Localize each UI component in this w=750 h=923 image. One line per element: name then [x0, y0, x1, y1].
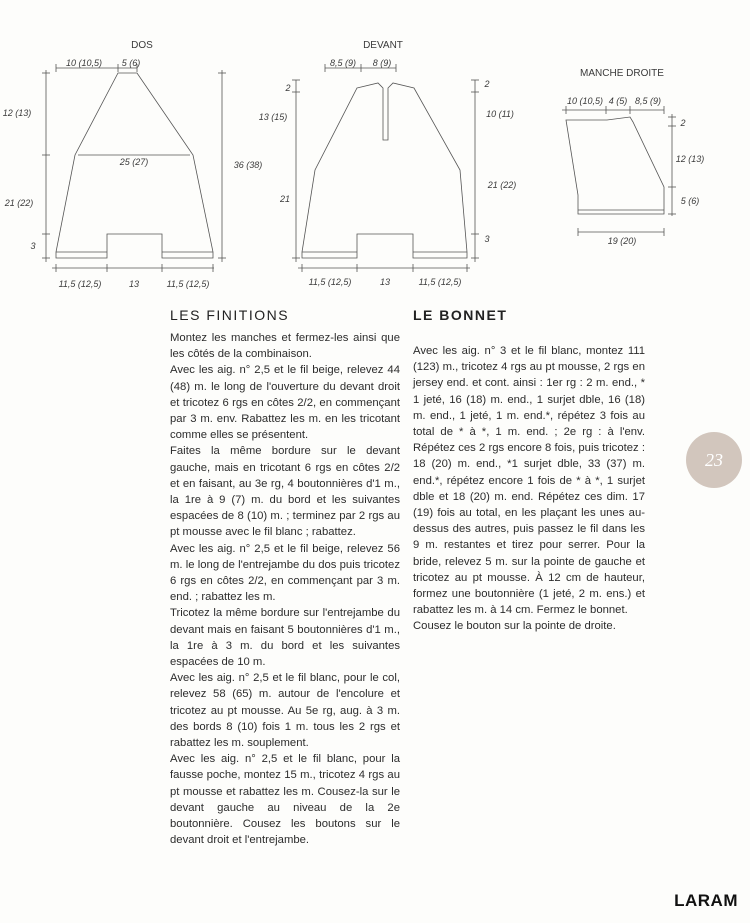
svg-text:4 (5): 4 (5): [608, 96, 628, 106]
page-number: 23: [705, 449, 723, 470]
svg-text:36 (38): 36 (38): [233, 160, 263, 170]
svg-text:21: 21: [279, 194, 291, 204]
finitions-paragraph: Montez les manches et fermez-les ainsi que les côtés de la combinaison.: [170, 332, 400, 361]
svg-text:3: 3: [30, 241, 36, 251]
finitions-paragraph: Faites la même bordure sur le devant gauche, mais en tricotant 6 rgs en côtes 2/2 et en faisant, au 3e rg, 4 boutonnières d'1 m., la 1re à 9 (7) m. du bord et les suivantes espacées de 8 (10) m. ; terminez par 2 rgs au pt mousse avec le fil blanc ; rabattez.: [170, 445, 400, 539]
svg-text:2: 2: [484, 79, 490, 89]
finitions-paragraph: Avec les aig. n° 2,5 et le fil blanc, pour le col, relevez 58 (65) m. autour de l'encolure et tricotez au pt mousse. Au 5e rg, aug. à 3 m. des bords 8 (10) fois 1 m. tous les 2 rgs et rabattez les m. souplement.: [170, 672, 400, 750]
svg-text:12 (13): 12 (13): [675, 154, 705, 164]
bonnet-heading: LE BONNET: [413, 307, 508, 323]
devant-title: DEVANT: [363, 40, 403, 51]
svg-text:13: 13: [128, 279, 140, 289]
svg-text:10 (11): 10 (11): [486, 109, 514, 119]
svg-text:5 (6): 5 (6): [680, 196, 700, 206]
brand-logo: LARAM: [674, 891, 738, 910]
pattern-schematics: [0, 0, 750, 300]
svg-text:13: 13: [379, 277, 391, 287]
svg-text:5 (6): 5 (6): [121, 58, 141, 68]
finitions-paragraph: Avec les aig. n° 2,5 et le fil blanc, pour la fausse poche, montez 15 m., tricotez 4 rgs au pt mousse et rabattez les m. Cousez-la sur le devant gauche au niveau de la 2e boutonnière. Cousez les boutons sur le devant droit et l'entrejambe.: [170, 753, 400, 847]
svg-text:13 (15): 13 (15): [258, 112, 288, 122]
svg-text:19 (20): 19 (20): [607, 236, 637, 246]
svg-text:2: 2: [285, 83, 291, 93]
svg-text:2: 2: [680, 118, 686, 128]
svg-text:25 (27): 25 (27): [119, 157, 149, 167]
svg-text:8,5 (9): 8,5 (9): [329, 58, 357, 68]
bonnet-paragraph: Avec les aig. n° 3 et le fil blanc, montez 111 (123) m., tricotez 4 rgs au pt mousse, 2 rgs en jersey end. et cont. ainsi : 1er rg : 2 m. end., * 1 jeté, 16 (18) m. end., 1 surjet dble, 16 (18) m. end., 1 jeté, 1 m. end.*, répétez 3 fois au total de * à *, 1 m. end. ; 2e rg : à l'env. Répétez ces 2 rgs encore 8 fois, puis tricotez : 18 (20) m. end., *1 surjet dble, 33 (37) m. end.*, répétez encore 1 fois de * à *, 1 surjet dble et 18 (20) m. end. Répétez ces dim. 17 (19) fois au total, en les plaçant les unes au-dessus des autres, puis passez le fil dans les 9 m. restantes et tirez pour serrer. Pour la bride, relevez 5 m. sur la pointe de gauche et tricotez au pt mousse. À 12 cm de hauteur, formez une boutonnière (1 jeté, 2 m. ens.) et rabattez les m. à 14 cm. Fermez le bonnet.: [413, 345, 645, 617]
svg-text:12 (13): 12 (13): [2, 108, 32, 118]
svg-text:3: 3: [484, 234, 490, 244]
manche-title: MANCHE DROITE: [580, 68, 664, 79]
manche-outline: [566, 117, 664, 214]
svg-text:21 (22): 21 (22): [487, 180, 517, 190]
page-number-badge: [686, 432, 742, 488]
bonnet-text: [413, 343, 645, 635]
svg-text:11,5 (12,5): 11,5 (12,5): [58, 279, 102, 289]
svg-text:11,5 (12,5): 11,5 (12,5): [166, 279, 210, 289]
svg-text:11,5 (12,5): 11,5 (12,5): [308, 277, 352, 287]
svg-text:11,5 (12,5): 11,5 (12,5): [418, 277, 462, 287]
dos-title: DOS: [131, 40, 153, 51]
finitions-text: [170, 330, 400, 849]
bonnet-paragraph: Cousez le bouton sur la pointe de droite.: [413, 620, 616, 633]
finitions-heading: LES FINITIONS: [170, 307, 290, 323]
svg-text:10 (10,5): 10 (10,5): [566, 96, 604, 106]
devant-outline: [302, 83, 467, 258]
svg-text:21 (22): 21 (22): [4, 198, 34, 208]
finitions-paragraph: Tricotez la même bordure sur l'entrejambe du devant mais en faisant 5 boutonnières d'1 m., la 1re à 3 m. du bord et les suivantes espacées de 10 m.: [170, 607, 400, 669]
svg-text:8,5 (9): 8,5 (9): [634, 96, 662, 106]
svg-text:8 (9): 8 (9): [372, 58, 392, 68]
finitions-paragraph: Avec les aig. n° 2,5 et le fil beige, relevez 44 (48) m. le long de l'ouverture du devant droit et tricotez 6 rgs en côtes 2/2, en commençant par 3 m. env. Rabattez les m. en les tricotant comme elles se présentent.: [170, 364, 400, 442]
svg-text:10 (10,5): 10 (10,5): [65, 58, 103, 68]
finitions-paragraph: Avec les aig. n° 2,5 et le fil beige, relevez 56 m. le long de l'entrejambe du dos puis tricotez 6 rgs en côtes 2/2, en commençant par 3 m. end. ; rabattez les m.: [170, 542, 400, 604]
